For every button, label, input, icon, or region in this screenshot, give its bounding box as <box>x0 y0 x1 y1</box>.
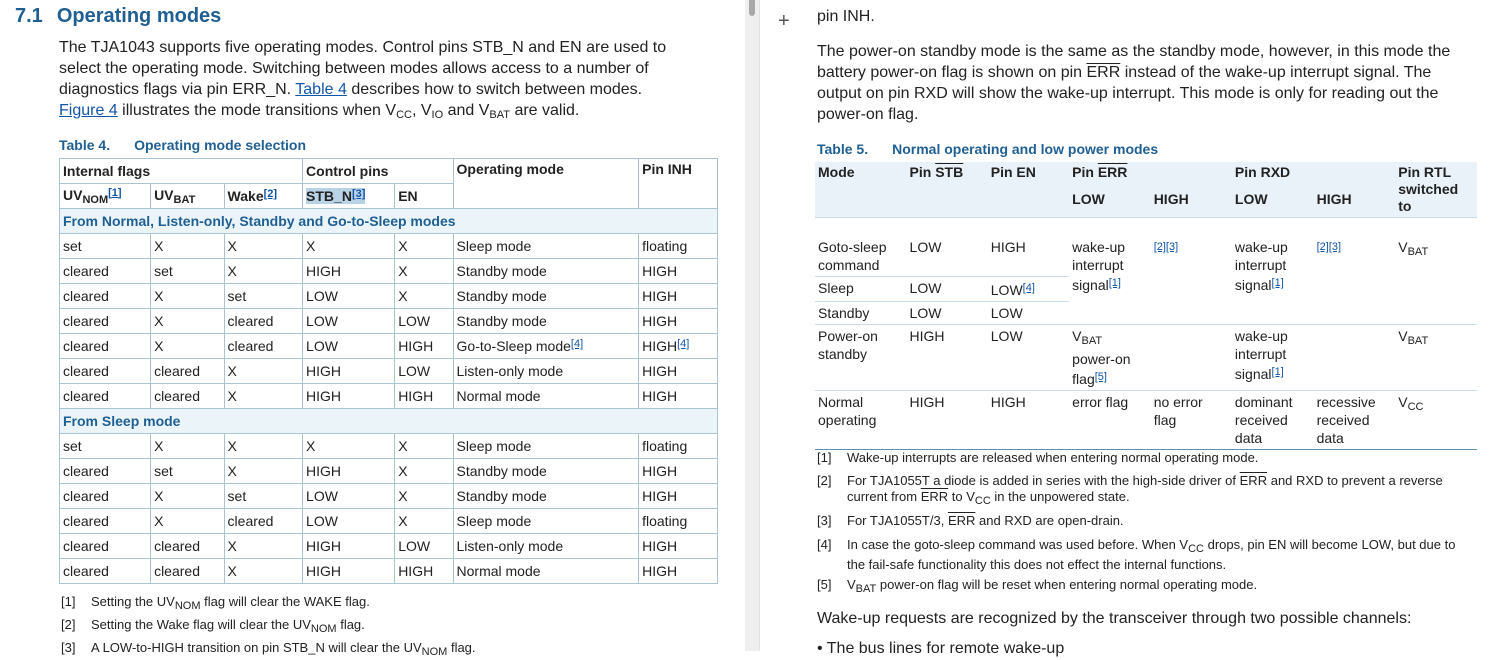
table-cell: cleared <box>151 359 224 384</box>
table-cell: cleared <box>60 509 151 534</box>
table-cell: HIGH <box>639 309 718 334</box>
table-cell: X <box>151 334 224 359</box>
table-cell: cleared <box>151 559 224 584</box>
table-cell: cleared <box>224 309 302 334</box>
add-comment-icon[interactable]: + <box>778 10 790 32</box>
err-high-cell: no error flag <box>1151 391 1232 450</box>
table-cell: cleared <box>60 284 151 309</box>
table-cell: LOW <box>303 484 395 509</box>
operating-mode-table <box>59 158 718 584</box>
err-low-cell: wake-up interrupt signal[1] <box>1069 218 1151 325</box>
table-cell: set <box>224 484 302 509</box>
footnote-2: [2] Setting the Wake flag will clear the $UV_{NOM}$ flag. <box>61 617 365 635</box>
header-pin-err: Pin $\overline{ERR}$ <box>1072 164 1128 180</box>
section-heading <box>15 5 235 28</box>
table-cell: Standby mode <box>453 309 639 334</box>
intro-paragraph <box>59 37 666 126</box>
table-cell: Listen-only mode <box>453 359 639 384</box>
err-high-cell <box>1151 325 1232 391</box>
table-cell: X <box>395 484 453 509</box>
table-cell: cleared <box>151 534 224 559</box>
table-cell: X <box>224 359 302 384</box>
table-cell: HIGH <box>639 459 718 484</box>
table-cell: X <box>303 434 395 459</box>
header-rxd-low: LOW <box>1234 191 1268 208</box>
t5-footnote-3: [3] For TJA1055T/3, $\overline{ERR}$ and RXD are open-drain. <box>817 513 1124 528</box>
table-cell: cleared <box>60 359 151 384</box>
table-cell: X <box>224 559 302 584</box>
header-uvnom: $UV_{NOM}[1]$ <box>60 184 151 209</box>
table-cell: cleared <box>60 309 151 334</box>
table-cell: LOW <box>303 334 395 359</box>
bullet-item: • The bus lines for remote wake-up <box>817 640 1065 657</box>
table-cell: floating <box>639 509 718 534</box>
table-cell: HIGH <box>639 259 718 284</box>
table-row <box>60 509 718 534</box>
table-cell: X <box>303 234 395 259</box>
table-cell: X <box>151 509 224 534</box>
t5-footnote-1: [1] Wake-up interrupts are released when entering normal operating mode. <box>817 450 1259 465</box>
table-section-heading: From Sleep mode <box>60 409 718 434</box>
header-pin-stb: Pin $\overline{STB}$ <box>909 164 964 180</box>
intro-line: Figure 4 illustrates the mode transitions when $V_{CC}$, $V_{IO}$ and $V_{BAT}$ are valid. <box>59 102 580 121</box>
header-err-low: LOW <box>1072 191 1105 208</box>
header-pin-rtl: Pin RTL switched to <box>1398 164 1459 214</box>
table-cell: Listen-only mode <box>453 534 639 559</box>
table-cell: X <box>395 284 453 309</box>
table-5-caption: Table 5. Normal operating and low power modes <box>817 141 1159 157</box>
table-cell: cleared <box>224 509 302 534</box>
table-cell: HIGH <box>639 284 718 309</box>
err-low-cell: error flag <box>1069 391 1151 450</box>
table-cell: cleared <box>60 334 151 359</box>
table-cell: cleared <box>60 534 151 559</box>
section-number: 7.1 <box>15 5 43 27</box>
table-cell: X <box>224 234 302 259</box>
table-cell: cleared <box>60 484 151 509</box>
figure-4-link[interactable]: Figure 4 <box>59 102 118 119</box>
table-cell: set <box>151 459 224 484</box>
en-cell: HIGH <box>988 218 1069 277</box>
table-cell: X <box>224 384 302 409</box>
table-cell: X <box>224 259 302 284</box>
header-mode: Mode <box>818 164 855 180</box>
table-cell: cleared <box>151 384 224 409</box>
table-cell: X <box>395 434 453 459</box>
table-cell: LOW <box>395 534 453 559</box>
table-cell: set <box>151 259 224 284</box>
table-row <box>60 259 718 284</box>
table-cell: X <box>224 534 302 559</box>
table-cell: HIGH <box>303 384 395 409</box>
en-cell: HIGH <box>988 391 1069 450</box>
section-title: Operating modes <box>56 5 222 27</box>
table-cell: set <box>60 434 151 459</box>
table-cell: HIGH <box>303 459 395 484</box>
table-cell: floating <box>639 234 718 259</box>
table-row <box>60 234 718 259</box>
header-err-high: HIGH <box>1153 191 1189 208</box>
table-cell: X <box>151 234 224 259</box>
table-cell: LOW <box>395 359 453 384</box>
table-cell: cleared <box>60 459 151 484</box>
table-row <box>60 284 718 309</box>
table-cell: X <box>151 284 224 309</box>
table-cell: cleared <box>224 334 302 359</box>
header-wake: Wake[2] <box>224 184 302 209</box>
table-row <box>60 359 718 384</box>
table-cell: X <box>151 434 224 459</box>
stb-cell: HIGH <box>907 325 988 391</box>
rxd-low-cell: wake-up interrupt signal[1] <box>1232 325 1314 391</box>
table-cell: Normal mode <box>453 559 639 584</box>
intro-line: select the operating mode. Switching between modes allows access to a number of <box>59 60 649 77</box>
table-4-caption: Table 4. Operating mode selection <box>59 137 307 153</box>
table-cell: X <box>395 509 453 534</box>
table-cell: HIGH <box>395 559 453 584</box>
table-cell: X <box>395 234 453 259</box>
table-cell: LOW <box>303 309 395 334</box>
rtl-cell: $V_{BAT}$ <box>1395 218 1477 325</box>
table-cell: Go-to-Sleep mode[4] <box>453 334 639 359</box>
intro-line: diagnostics flags via pin ERR_N. Table 4 describes how to switch between modes. <box>59 81 643 98</box>
table-cell: cleared <box>60 384 151 409</box>
table-cell: HIGH <box>303 534 395 559</box>
vertical-scrollbar[interactable] <box>745 0 759 651</box>
table-row <box>60 484 718 509</box>
en-cell: LOW[4] <box>988 277 1069 302</box>
table-cell: Standby mode <box>453 484 639 509</box>
en-cell: LOW <box>988 325 1069 391</box>
table-cell: HIGH[4] <box>639 334 718 359</box>
table-cell: HIGH <box>395 384 453 409</box>
table-cell: LOW <box>303 509 395 534</box>
stb-cell: LOW <box>907 302 988 325</box>
t5-footnote-4: [4] In case the goto-sleep command was used before. When $V_{CC}$ drops, pin EN will become LOW, but due to the fail-safe functionality this does not effect the internal functions. <box>817 537 1456 572</box>
header-pin-en: Pin EN <box>990 164 1036 180</box>
header-stbn: STB_N[3] <box>303 184 395 209</box>
table-row <box>60 309 718 334</box>
table-cell: HIGH <box>639 534 718 559</box>
table-cell: X <box>151 484 224 509</box>
power-on-standby-paragraph: The power-on standby mode is the same as the standby mode, however, in this mode the battery power-on flag is shown on pin $\overline{ERR}$ instead of the wake-up interrupt signal. The output on pin RXD will show the wake-up interrupt. This mode is only for reading out the power-on flag. <box>817 43 1451 123</box>
table-row <box>60 459 718 484</box>
stb-cell: LOW <box>907 218 988 277</box>
table-cell: Standby mode <box>453 459 639 484</box>
table-row <box>60 434 718 459</box>
rtl-cell: $V_{CC}$ <box>1395 391 1477 450</box>
table-row <box>60 534 718 559</box>
prev-line: pin INH. <box>817 8 875 25</box>
table-cell: HIGH <box>395 334 453 359</box>
rtl-cell: $V_{BAT}$ <box>1395 325 1477 391</box>
stb-cell: LOW <box>907 277 988 302</box>
header-pin-rxd: Pin RXD <box>1234 164 1291 180</box>
footnote-1: [1] Setting the $UV_{NOM}$ flag will clear the WAKE flag. <box>61 594 370 612</box>
table-row <box>60 384 718 409</box>
table-cell: set <box>60 234 151 259</box>
table-cell: LOW <box>303 284 395 309</box>
table-cell: HIGH <box>303 259 395 284</box>
header-control-pins: Control pins <box>303 159 453 184</box>
header-internal-flags: Internal flags <box>60 159 303 184</box>
table-cell: Standby mode <box>453 259 639 284</box>
table-cell: Standby mode <box>453 284 639 309</box>
table-cell: HIGH <box>639 559 718 584</box>
table-cell: Sleep mode <box>453 509 639 534</box>
rxd-low-cell: dominant received data <box>1232 391 1314 450</box>
table-4-link[interactable]: Table 4 <box>295 81 347 98</box>
table-cell: Sleep mode <box>453 434 639 459</box>
scrollbar-thumb[interactable] <box>749 0 755 16</box>
table-cell: HIGH <box>303 559 395 584</box>
rxd-high-cell <box>1314 325 1396 391</box>
table-row <box>60 334 718 359</box>
margin-gutter <box>759 0 811 651</box>
en-cell: LOW <box>988 302 1069 325</box>
left-document-pane[interactable] <box>0 0 745 658</box>
wakeup-paragraph: Wake-up requests are recognized by the transceiver through two possible channels: <box>817 610 1412 627</box>
footnote-3: [3] A LOW-to-HIGH transition on pin STB_N will clear the $UV_{NOM}$ flag. <box>61 640 476 658</box>
table-cell: HIGH <box>639 384 718 409</box>
table-cell: set <box>224 284 302 309</box>
header-en: EN <box>395 184 453 209</box>
table-cell: floating <box>639 434 718 459</box>
table-cell: X <box>395 259 453 284</box>
table-cell: X <box>151 309 224 334</box>
table-cell: cleared <box>60 559 151 584</box>
err-high-cell: [2][3] <box>1151 218 1232 325</box>
header-rxd-high: HIGH <box>1316 191 1352 208</box>
table-cell: Normal mode <box>453 384 639 409</box>
table-row <box>60 559 718 584</box>
table-cell: X <box>395 459 453 484</box>
rxd-low-cell: wake-up interrupt signal[1] <box>1232 218 1314 325</box>
mode-cell: Sleep <box>815 277 907 302</box>
table-cell: cleared <box>60 259 151 284</box>
t5-footnote-2: [2] For TJA1055T a diode is added in series with the high-side driver of $\overline{ERR}$ and RXD to prevent a reverse current from $\overline{ERR}$ to $V_{CC}$ in the unpowered state. <box>817 473 1443 507</box>
table-cell: HIGH <box>303 359 395 384</box>
table-cell: Sleep mode <box>453 234 639 259</box>
mode-cell: Standby <box>815 302 907 325</box>
table-cell: HIGH <box>639 484 718 509</box>
err-low-cell: $V_{BAT}$ power-on flag[5] <box>1069 325 1151 391</box>
header-uvbat: $UV_{BAT}$ <box>151 184 224 209</box>
rxd-high-cell: [2][3] <box>1314 218 1396 325</box>
header-operating-mode: Operating mode <box>453 159 639 209</box>
low-power-modes-table <box>815 162 1477 450</box>
table-section-heading: From Normal, Listen-only, Standby and Go-to-Sleep modes <box>60 209 718 234</box>
rxd-high-cell: recessive received data <box>1314 391 1396 450</box>
table-cell: X <box>224 459 302 484</box>
header-pin-inh: Pin INH <box>639 159 718 209</box>
mode-cell: Power-on standby <box>815 325 907 391</box>
t5-footnote-5: [5] $V_{BAT}$ power-on flag will be reset when entering normal operating mode. <box>817 577 1258 595</box>
table-cell: HIGH <box>639 359 718 384</box>
stb-cell: HIGH <box>907 391 988 450</box>
mode-cell: Goto-sleep command <box>815 218 907 277</box>
mode-cell: Normal operating <box>815 391 907 450</box>
table-cell: LOW <box>395 309 453 334</box>
intro-line: The TJA1043 supports five operating modes. Control pins STB_N and EN are used to <box>59 39 667 56</box>
table-cell: X <box>224 434 302 459</box>
